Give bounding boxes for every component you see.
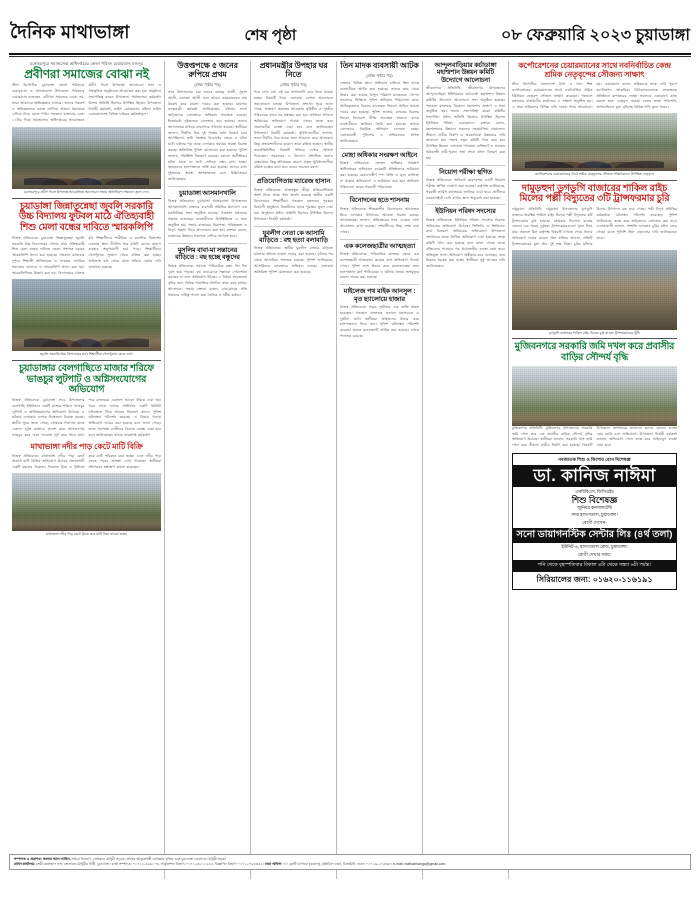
c5-headline-3[interactable]: ইউনিয়ন পরিষদ সদস্যের [435,208,496,216]
masthead-rule [9,53,691,55]
c1-photo-2 [12,279,161,351]
footer-dhaka-label: ঢাকা অফিস: [264,861,283,866]
ad-time-value: শনি থেকে বৃহস্পতিবার বিকাল ৪টা থেকে সন্ধ্যা ৬টা পর্যন্ত। [513,560,676,572]
c5-body: জীবননগর প্রতিনিধি: জীবননগর উপজেলার আন্দুলবাড়িয়া ইউনিয়নের কর্চাডাঙ্গা মহাশ্মশান উন্নয়ন কমিটির উদ্যোগে আলোচনা সভা অনুষ্ঠিত হয়েছে। গতকাল মঙ্গলবার বিকেলে মহাশ্মশান প্রাঙ্গণে এ সভা অনুষ্ঠিত হয়। সভায় সভাপতিত্ব করেন কমিটির সভাপতি। প্রধান অতিথি হিসেবে উপস্থিত ছিলেন ইউনিয়ন পরিষদ চেয়ারম্যান। বক্তারা বলেন, মহাশ্মশানের উন্নয়নে সকলের সহযোগিতা প্রয়োজন। সীমানা প্রাচীর নির্মাণ ও অবকাঠামো উন্নয়নের দাবি জানানো হয়। সভায় নতুন কমিটি গঠন করা হয়। উপস্থিত ছিলেন এলাকার গণ্যমান্য ব্যক্তিবর্গ ও সনাতন ধর্মাবলম্বী নারী-পুরুষ। সভা শেষে প্রসাদ বিতরণ করা হয়। [426,86,505,160]
c4-headline-3[interactable]: বিনোদনের হতে শাসনায় [349,197,410,205]
c1-photo-1-caption: মনোহরপুরে প্রবীণ দিবস উপলক্ষে আয়োজিত আলোচনা সভায় অতিথিবৃন্দ সম্মাননা তুলে দেন। [24,190,149,195]
c6-photo-1 [512,113,677,171]
c4-body-5: নিজস্ব প্রতিবেদক: সড়ক দুর্ঘটনায় এক ব্যক্তি নিহত হয়েছেন। গতকাল মঙ্গলবার সকালে মহাসড়কে এ দুর্ঘটনা ঘটে। স্থানীয়রা আহতদের উদ্ধার করে হাসপাতালে নিয়ে যান। পুলিশ ঘটনাস্থল পরিদর্শন করেছে। ঘাতক যানবাহনটি আটক করা হয়েছে। চালক পলাতক রয়েছে। [340,304,419,339]
footer-editor-label: সম্পাদক ও প্রকাশক: [14,856,42,861]
c1-headline-4[interactable]: মাথাভাঙ্গা নদীর পাড় কেটে মাটি বিক্রি [30,441,143,451]
c1-photo-3 [12,473,161,531]
column-1 [9,61,164,879]
c1-headline[interactable]: প্রবীণরা সমাজের বোঝা নই [24,66,149,81]
c2-continued: (প্রথম পৃষ্ঠার পর) [194,81,221,87]
footer-office-label: প্রধান কার্যালয়: [14,861,35,866]
ad-doctor-name: ডা. কানিজ নাঈমা [513,465,676,487]
c6-body-2: দামুড়হুদা প্রতিনিধি: দামুড়হুদা উপজেলার ডুগডুগি বাজারে অবস্থিত শাকিল রাইচ মিলের পল্লী বিদ্যুতের ৩টি ট্রান্সফরমার চুরি হয়েছে। সোমবার দিবাগত রাতের কোনো এক সময়ে দুর্বৃত্তরা ট্রান্সফরমারগুলো খুলে নিয়ে যায়। সকালে মিল কর্তৃপক্ষ বিষয়টি দেখতে পেয়ে থানায় অভিযোগ দায়ের করেন। মিল মালিক জানান, প্রতিটি ট্রান্সফরমারের মূল্য প্রায় দুই লক্ষ টাকা। চুরির ঘটনায় মিলের উৎপাদন বন্ধ হয়ে গেছে। পল্লী বিদ্যুৎ সমিতির কর্মকর্তারা ঘটনাস্থল পরিদর্শন করেছেন। পুলিশ জানিয়েছে, তদন্ত করে জড়িতদের গ্রেফতার করা হবে। এলাকাবাসী জানান, সম্প্রতি এলাকায় চুরির ঘটনা বেড়ে গেছে। রাতে পুলিশি টহল বাড়ানোর দাবি জানিয়েছেন তারা। [512,206,677,246]
c4-body: জেলার বিভিন্ন স্থানে অভিযান চালিয়ে তিন মাদক ব্যবসায়ীকে আটক করা হয়েছে। তাদের কাছ থেকে উদ্ধার করা হয়েছে বিপুল পরিমাণ মাদকদ্রব্য। গোপন সংবাদের ভিত্তিতে পুলিশ অভিযান পরিচালনা করে। আটককৃতদের বিরুদ্ধে মাদকদ্রব্য নিয়ন্ত্রণ আইনে মামলা দায়ের করা হয়েছে। পুলিশ জানায়, মাদকের বিরুদ্ধে জিরো টলারেন্স নীতি অব্যাহত থাকবে। মাদক ব্যবসায়ীদের তালিকা তৈরি করা হয়েছে। তাদের গ্রেফতারে নিয়মিত অভিযান চালানো হচ্ছে। এলাকাবাসী পুলিশের এ অভিযানকে স্বাগত জানিয়েছেন। [340,80,419,144]
c4-headline-4[interactable]: এক কলেজছাত্রীর আত্মহত্যা [343,242,416,250]
c3-body-3: নিজস্ব প্রতিবেদক: স্থানীয় যুবলীগ নেতার বাড়িতে হামলার ঘটনায় মামলা দায়ের করা হয়েছে। ঘটনার পর থেকে আসামিরা পলাতক রয়েছে। পুলিশ জানিয়েছে, আসামিদের গ্রেফতারে অভিযান চলছে। এলাকায় অতিরিক্ত পুলিশ মোতায়েন করা হয়েছে। [254,246,333,274]
c6-photo-2 [512,250,677,330]
c4-body-4: নিজস্ব প্রতিবেদক: পারিবারিক কলহের জেরে এক কলেজছাত্রী আত্মহত্যা করেছে বলে অভিযোগ পাওয়া গেছে। পুলিশ লাশ উদ্ধার করে ময়নাতদন্তের জন্য হাসপাতাল মর্গে পাঠিয়েছে। এ ঘটনায় থানায় অপমৃত্যুর মামলা দায়ের করা হয়েছে। [340,252,419,280]
c2-headline-3[interactable]: মুসলিম বাবা-মা সন্তানের বাড়িতে : বছ হচ্ছে বন্ধুদের [175,246,240,262]
c1-photo-3-caption: মাথাভাঙ্গা নদীর পাড় কেটে ট্রাকে করে মাটি নিয়ে যাওয়া হচ্ছে। [45,532,128,537]
footer-imprint [9,854,691,871]
c3-body-2: নিজস্ব প্রতিবেদক: আন্তঃস্কুল ক্রীড়া প্রতিযোগিতায় অংশ নিয়ে প্রথম স্থান অর্জন করেছে স্থানীয় একটি বিদ্যালয়ের শিক্ষার্থীরা। গতকাল মঙ্গলবার পুরস্কার বিতরণী অনুষ্ঠানে বিজয়ীদের হাতে পুরস্কার তুলে দেয়া হয়। অনুষ্ঠানে প্রধান অতিথি হিসেবে উপস্থিত ছিলেন উপজেলা নির্বাহী কর্মকর্তা। [254,187,333,221]
ad-see-patients-label: রোগী দেখেন- [582,520,607,526]
c4-body-3: নিজস্ব প্রতিবেদক: শীতকালীন বিনোদনের আয়োজন ঘিরে এলাকায় উৎসবের আমেজ বিরাজ করছে। আয়োজকরা জানান, প্রতিবছরের ন্যায় এবারও নানা আয়োজন রাখা হয়েছে। দর্শনার্থীদের ভিড় লক্ষ্য করা গেছে। [340,206,419,234]
footer-dhaka-rest: ৭/১ ফ্লাটি বাসাবো (৪তলা), মতিঝিল ঢাকা, বিজয়িনি, ঢাকা। ০১৭২৬-২৭৫৩৬৭ e-mail: mathabhanga@gmail.com [283,861,446,866]
ad-chamber-address: ইউনিট-৬, হাসপাতাল রোড, চুয়াডাঙ্গা। [561,543,628,549]
c1-body-3: নিজস্ব প্রতিবেদক: চুয়াডাঙ্গা সদর উপজেলার বেলগাছি ইউনিয়নে একটি মাজার শরিফে ভাঙচুর লুটপাট ও অগ্নিসংযোগের অভিযোগ উঠেছে। এ ঘটনায় এলাকায় ব্যাপক উত্তেজনা বিরাজ করছে। স্থানীয় সূত্রে জানা গেছে, সোমবার দিবাগত রাতে একদল দুর্বৃত্ত মাজারে প্রবেশ করে আসবাবপত্র ভাঙচুর করে এবং দানবাক্স লুট করে নিয়ে যায়। পরে মাজারের একাংশে আগুন ধরিয়ে দেয়া হয়। খবর পেয়ে ফায়ার সার্ভিসের একটি ইউনিট ঘটনাস্থলে গিয়ে আগুন নিয়ন্ত্রণে আনে। পুলিশ ঘটনাস্থল পরিদর্শন করেছে। এ বিষয়ে থানায় অভিযোগ দায়ের করা হয়েছে বলে জানা গেছে। তদন্ত সাপেক্ষে দোষীদের বিরুদ্ধে ব্যবস্থা নেয়া হবে বলে জানিয়েছেন থানার ভারপ্রাপ্ত কর্মকর্তা। [12,398,161,437]
ad-serial-phone[interactable]: সিরিয়ালের জন্য: ০১৬২০-১১৬১৯১ [536,574,653,584]
c6-headline-2[interactable]: দামুড়হুদা ডুগডুগি বাজারের শাকিল রাইচ মিলের পল্লী বিদ্যুতের ৩টি ট্রান্সফরমার চুরি [519,182,670,205]
c1-body-4: নিজস্ব প্রতিবেদক: মাথাভাঙ্গা নদীর পাড় কেটে অবাধে মাটি বিক্রির অভিযোগ উঠেছে প্রভাবশালী একটি মহলের বিরুদ্ধে। দিনরাত ট্রাক ও ট্রলিতে করে মাটি পরিবহন করা হচ্ছে। এতে নদীর পাড় ভেঙে পড়ার আশঙ্কা দেখা দিয়েছে। স্থানীয়রা প্রশাসনের হস্তক্ষেপ কামনা করেছেন। [12,453,161,470]
ad-time-label: রোগী দেখার সময়: [577,551,612,557]
c5-body-2: নিজস্ব প্রতিবেদক: অনিবার্য কারণবশত একটি নিয়োগ পরীক্ষা স্থগিত ঘোষণা করা হয়েছে। কর্তৃপক্ষ জানিয়েছে, পরবর্তী তারিখ যথাসময়ে জানিয়ে দেয়া হবে। প্রার্থীদের ওয়েবসাইটে চোখ রাখার জন্য অনুরোধ করা হয়েছে। [426,178,505,200]
c6-headline-3[interactable]: মুজিবনগরে সরকারি জমি দখল করে প্রবাসীর বাড়ির সৌন্দর্য বৃদ্ধি [514,341,675,364]
c5-headline[interactable]: আন্দুলবাড়িয়ার কর্চাডাঙ্গা মহাশ্মশান উন্নয়ন কমিটি উদ্যোগে আলোচনা [434,62,497,84]
c6-photo-3 [512,366,677,426]
c6-photo-2-caption: ডুগডুগি বাজারের শাকিল রাইচ মিলের চুরি যাওয়া ট্রান্সফরমারের খুঁটি। [548,330,641,335]
c1-body-1: স্টাফ রিপোর্টার: চুয়াডাঙ্গা জেলা পরিষদের চেয়ারম্যান ও আলমডাঙ্গা উপজেলা পরিষদের চেয়ারম্যান বলেছেন, প্রবীণরা সমাজের বোঝা নয়, তারা আমাদের অভিজ্ঞতার ভান্ডার। তাদের পরামর্শ ও অভিজ্ঞতাকে কাজে লাগিয়ে আমরা সমাজকে এগিয়ে নিয়ে যেতে পারি। গতকাল মঙ্গলবার বেলা ১১টার দিকে সমাজসেবা অধিদপ্তরের আয়োজনে প্রবীণ দিবস উপলক্ষে আলোচনা সভা ও সাংস্কৃতিক অনুষ্ঠানের আয়োজন করা হয়। অনুষ্ঠানে সভাপতিত্ব করেন উপজেলা সমাজসেবা কর্মকর্তা। বিশেষ অতিথি হিসেবে উপস্থিত ছিলেন উপজেলা নির্বাহী কর্মকর্তা, ভাইস চেয়ারম্যান, মহিলা ভাইস চেয়ারম্যানসহ বিভিন্ন দপ্তরের কর্মকর্তাবৃন্দ। [12,83,161,123]
c1-headline-2[interactable]: চুয়াডাঙ্গা জিন্নাতুন্নেছা জুবলি সরকারি উচ্চ বিদ্যালয় ফুটবল মাঠে ঐতিহ্যবাহী শিশু মেলা বন্ধের দাবিতে স্মারকলিপি [19,200,154,234]
c1-kicker: মনোহরপুরে সমাজসেবা অধিদপ্তরের জেলা পরিষদ চেয়ারম্যান মজনুর [29,61,144,66]
c5-body-3: নিজস্ব প্রতিবেদক: ইউনিয়ন পরিষদ সদস্যের বিরুদ্ধে অনিয়মের অভিযোগ উঠেছে। ভিজিডি ও ভিজিএফ কার্ড বিতরণে অনিয়মের অভিযোগে উপজেলা প্রশাসনের কাছে লিখিত অভিযোগ দেয়া হয়েছে। তদন্ত কমিটি গঠন করা হয়েছে বলে জানা গেছে। তদন্ত প্রতিবেদন পাওয়ার পর প্রয়োজনীয় ব্যবস্থা নেয়া হবে। অভিযুক্ত সদস্য অভিযোগ অস্বীকার করে বলেছেন, তার বিরুদ্ধে ষড়যন্ত্র করা হচ্ছে। স্থানীয়রা সুষ্ঠু তদন্তের দাবি জানিয়েছেন। [426,217,505,269]
page-label: শেষ পৃষ্ঠা [244,27,297,44]
c2-headline-2[interactable]: চুয়াডাঙ্গা আসমানখালি [179,189,236,197]
c6-body-3: মুজিবনগর প্রতিনিধি: মুজিবনগর উপজেলায় সরকারি জমি দখল করে এক প্রবাসীর বাড়ির সৌন্দর্য বৃদ্ধির অভিযোগ উঠেছে। স্থানীয়রা জানান, সরকারি খাস জমি দখল করে সীমানা প্রাচীর নির্মাণ করা হয়েছে। বিষয়টি উপজেলা প্রশাসনকে জানানো হলেও কোনো ব্যবস্থা নেয়া হয়নি বলে অভিযোগ। উপজেলা নির্বাহী কর্মকর্তা জানান, অভিযোগ পেলে তদন্ত করে আইনানুগ ব্যবস্থা নেয়া হবে। [512,425,677,448]
c6-headline[interactable]: কর্পোরেশনের চেয়ারম্যানের সাথে নবনির্বাচিত কেন্দ্র শ্রমিক নেতৃবৃন্দের সৌজন্য সাক্ষাৎ [518,61,671,79]
c4-continued: (প্রথম পৃষ্ঠার পর) [366,72,393,78]
ad-degrees: এমবিবিএস, ডিসিএইচ [575,488,614,494]
c3-headline[interactable]: প্রধানমন্ত্রীর উপহার ঘর নিতে [259,61,328,79]
c1-photo-2-caption: জুবলি সরকারি উচ্চ বিদ্যালয়ের মাঠে শিক্ষার্থীরা খেলাধুলায় মেতে ওঠে। [39,352,134,357]
ad-top-line: নবজাতক শিশু ও কিশোর রোগ বিশেষজ্ঞ [558,456,631,462]
ad-chamber: সনো ডায়াগনস্টিক সেন্টার লিঃ (৪র্থ তলা) [513,528,676,542]
c6-body: স্টাফ রিপোর্টার: বাংলাদেশ চিনি ও খাদ্য শিল্প কর্পোরেশনের চেয়ারম্যানের সাথে নবনির্বাচিত শ্রমিক ইউনিয়ন নেতৃবৃন্দ সৌজন্য সাক্ষাৎ করেছেন। গতকাল মঙ্গলবার রাজধানীর কার্যালয়ে এ সাক্ষাৎ অনুষ্ঠিত হয়। এ সময় শ্রমিকদের বিভিন্ন দাবি দাওয়া নিয়ে আলোচনা হয়। চেয়ারম্যান বলেন, শ্রমিকদের ন্যায্য দাবি পূরণে কর্পোরেশন আন্তরিক। চিনিকলগুলোকে লাভজনক প্রতিষ্ঠানে রূপান্তরের লক্ষ্যে সকলকে একযোগে কাজ করতে হবে। নেতৃবৃন্দ বকেয়া বেতন ভাতা পরিশোধ, আখচাষিদের মূল্য বৃদ্ধিসহ বিভিন্ন দাবি তুলে ধরেন। [512,81,677,110]
c4-headline-5[interactable]: মাইলেজ পথ মাইক আনসুল : মৃত ছ্যালোয়ে হাজার [343,288,416,303]
ad-hospital: সদর হাসপাতাল, চুয়াডাঙ্গা। [571,512,618,518]
c2-headline[interactable]: উত্তপ্তপক্ষে ৫ জনের রুপিয়ে প্রথম [177,61,238,79]
footer-line-2 [14,862,686,867]
footer-office-rest: চশমী মাতাহাল লস, জেলাতে চৌধুরীর নিথী, চুয়াডাঙ্গা। বার্তা সম্পাদক: ০১৭১১-৫৬৬১০৩, সার্কুলেশন বিভাগ-০১৭১২৪৮১১২৪৫, বিজ্ঞাপন বিভাগ ০১৭১২০৯৪৩৫৫। [35,861,264,866]
article-grid [0,57,700,879]
footer-editor-name: সরদার আল আমিন, [42,856,71,861]
column-4 [337,61,422,879]
ad-specialty: শিশু বিশেষজ্ঞ [571,494,618,505]
c6-photo-1-caption: কর্পোরেশনের চেয়ারম্যানের সাথে শ্রমিক নেতৃবৃন্দের সৌজন্য সাক্ষাৎকালে উপস্থিত নেতৃবৃন্দ। [534,171,655,176]
c2-body: সদর উপজেলার চার জনের কাছের আলী, সুহাস আলী, ওয়াহেদ আলী এবং আরও কয়েকজনের নাম উল্লেখ করে মামলা দায়ের করা হয়েছে। মামলার তদন্তকারী কর্মকর্তা জানিয়েছেন, ঘটনার সাথে জড়িতদের গ্রেফতারে অভিযান অব্যাহত রয়েছে। ইতোমধ্যে দুইজনকে গ্রেফতার করা হয়েছে। তাদের আদালতের মাধ্যমে কারাগারে পাঠানো হয়েছে। স্থানীয়রা জানান, দীর্ঘদিন ধরে দুই পক্ষের মধ্যে বিরোধ চলে আসছিলো। জমি সংক্রান্ত বিরোধের জেরে এ ঘটনা ঘটে। ঘটনার পর থেকে এলাকায় থমথমে অবস্থা বিরাজ করছে। অতিরিক্ত পুলিশ মোতায়েন করা হয়েছে। পুলিশ জানায়, পরিস্থিতি নিয়ন্ত্রণে রয়েছে। কোনো অপ্রীতিকর ঘটনা যাতে না ঘটে সেদিকে লক্ষ্য রাখা হচ্ছে। আহতদের হাসপাতালে ভর্তি করা হয়েছে। তাদের মধ্যে দুইজনের অবস্থা আশঙ্কাজনক বলে চিকিৎসকরা জানিয়েছেন। [168,89,247,182]
issue-date: ০৮ ফেব্রুয়ারি ২০২৩ চুয়াডাঙ্গা [500,27,690,44]
column-3 [251,61,336,879]
c4-headline-2[interactable]: মোহা অধিকার সংরক্ষণ আইনে [341,151,418,159]
paper-name: দৈনিক মাথাভাঙ্গা [10,22,130,42]
footer-editor-rest: সচিবা নিবার্চণ, প্রেসক্লাব চৌধুরী সড়কে, তাহের আতুকপত্তী প্রেসক্লাব বৃত্তিক এবং চুয়াডাঙ্গা জেলাতে চৌধুরী সড়ক। [71,856,227,861]
c3-headline-3[interactable]: যুবলীগ নেতা কে আসামি বাড়িতে : বহু হত্যা বলাবাড়ি [259,229,328,244]
c5-headline-2[interactable]: নিয়োগ পরীক্ষা স্থগিত [439,168,492,176]
c4-headline[interactable]: তিন মাদক ব্যবসায়ী আটক [340,61,419,70]
masthead [0,0,700,51]
column-2 [165,61,250,879]
doctor-advertisement[interactable] [512,453,677,590]
column-5 [423,61,508,879]
c1-body-2: নিজস্ব প্রতিবেদক: চুয়াডাঙ্গা জিন্নাতুন্নেছা জুবলি সরকারি উচ্চ বিদ্যালয়ের খেলার মাঠে ঐতিহ্যবাহী শিশু মেলা বন্ধের দাবিতে জেলা প্রশাসক বরাবর স্মারকলিপি প্রদান করা হয়েছে। গতকাল মঙ্গলবার দুপুরে শিক্ষার্থী অভিভাবক ও সচেতন নাগরিক সমাজের ব্যানারে এ স্মারকলিপি প্রদান করা হয়। স্মারকলিপিতে উল্লেখ করা হয়, বিদ্যালয়ের খেলার মাঠ শিক্ষার্থীদের শারীরিক ও মানসিক বিকাশের একমাত্র স্থান। দীর্ঘদিন ধরে মাঠটি মেলার কারণে ব্যবহার অনুপযোগী হয়ে পড়ে। শিক্ষার্থীদের খেলাধুলার সুযোগ থেকে বঞ্চিত করা হচ্ছে। অবিলম্বে মাঠ থেকে মেলা সরিয়ে নেয়ার দাবি জানানো হয়েছে। [12,235,161,275]
c2-body-2: নিজস্ব প্রতিবেদক: চুয়াডাঙ্গা আলমডাঙ্গা উপজেলার আসমানখালি বাজারে ব্যবসায়ী সমিতির উদ্যোগে এক মতবিনিময় সভা অনুষ্ঠিত হয়েছে। গতকাল মঙ্গলবার সন্ধ্যায় বাজারের ব্যবসায়ীদের উপস্থিতিতে এ সভা অনুষ্ঠিত হয়। সভায় বাজারের নিরাপত্তা, পরিচ্ছন্নতা ও বিদ্যুৎ সমস্যা নিয়ে আলোচনা করা হয়। বক্তারা বলেন, বাজারের উন্নয়নে সকলকে এগিয়ে আসতে হবে। [168,199,247,239]
c3-continued: (প্রথম পৃষ্ঠার পর) [280,81,307,87]
c4-body-2: নিজস্ব প্রতিবেদক: ভোক্তা অধিকার সংরক্ষণ অধিদপ্তরের অভিযানে কয়েকটি প্রতিষ্ঠানকে জরিমানা করা হয়েছে। মেয়াদোত্তীর্ণ পণ্য বিক্রি ও মূল্য তালিকা না থাকার অভিযোগে এ জরিমানা করা হয়। অভিযান পরিচালনা করেন সহকারী পরিচালক। [340,161,419,189]
c3-body: পরে দেখা যায় এই ঘর ভাগাভাগি করে নিয়ে যাওয়া হচ্ছে। বিষয়টি নিয়ে এলাকায় ব্যাপক আলোচনা সমালোচনা চলছে। উপজেলা প্রশাসন সূত্রে জানা গেছে, আশ্রয়ণ প্রকল্পের আওতায় ভূমিহীন ও গৃহহীন পরিবারের মাঝে ঘর হস্তান্তর করা হয়। তালিকা প্রণয়নে অনিয়মের অভিযোগ পাওয়া গেছে। তদন্ত করে প্রয়োজনীয় ব্যবস্থা নেয়া হবে বলে জানিয়েছেন উপজেলা নির্বাহী কর্মকর্তা। সুবিধাভোগীরা জানান, তারা দীর্ঘদিন ধরে ঘরের জন্য আবেদন করে আসছেন। কিন্তু প্রভাবশালীদের কারণে তারা বঞ্চিত হচ্ছেন। স্থানীয় জনপ্রতিনিধিরা বিষয়টি খতিয়ে দেখার আশ্বাস দিয়েছেন। সরকারের এ উদ্যোগ প্রশংসিত হলেও বাস্তবায়নে কিছু অনিয়মের কারণে প্রকৃত সুবিধাভোগীরা বঞ্চিত হচ্ছেন বলে মনে করেন সচেতন মহল। [254,89,333,170]
c1-photo-1 [12,127,161,189]
column-6 [509,61,680,879]
c2-body-3: নিজস্ব প্রতিবেদক: সমাজে পারিবারিক বন্ধন দিন দিন দুর্বল হয়ে পড়ছে। বৃদ্ধ বাবা-মাকে সন্তানরা দেখাশোনা করছেন না বলে অভিযোগ উঠছে। এ বিষয়ে সচেতনতা বৃদ্ধির জন্য বিভিন্ন সামাজিক সংগঠন কাজ করে যাচ্ছে। আলোচনা সভায় বক্তারা বলেন, বাবা-মায়ের প্রতি সন্তানের দায়িত্ব পালন করা নৈতিক ও ধর্মীয় কর্তব্য। [168,263,247,297]
c1-headline-3[interactable]: চুয়াডাঙ্গার বেলগাছিতে মাজার শরিফে ভাঙচুর লুটপাট ও অগ্নিসংযোগের অভিযোগ [18,363,155,396]
ad-designation: জুনিয়র কনসালটেন্ট [577,505,612,511]
c3-headline-2[interactable]: প্রতিযোগিতায় ম্যারেজ হাসান [256,178,331,186]
